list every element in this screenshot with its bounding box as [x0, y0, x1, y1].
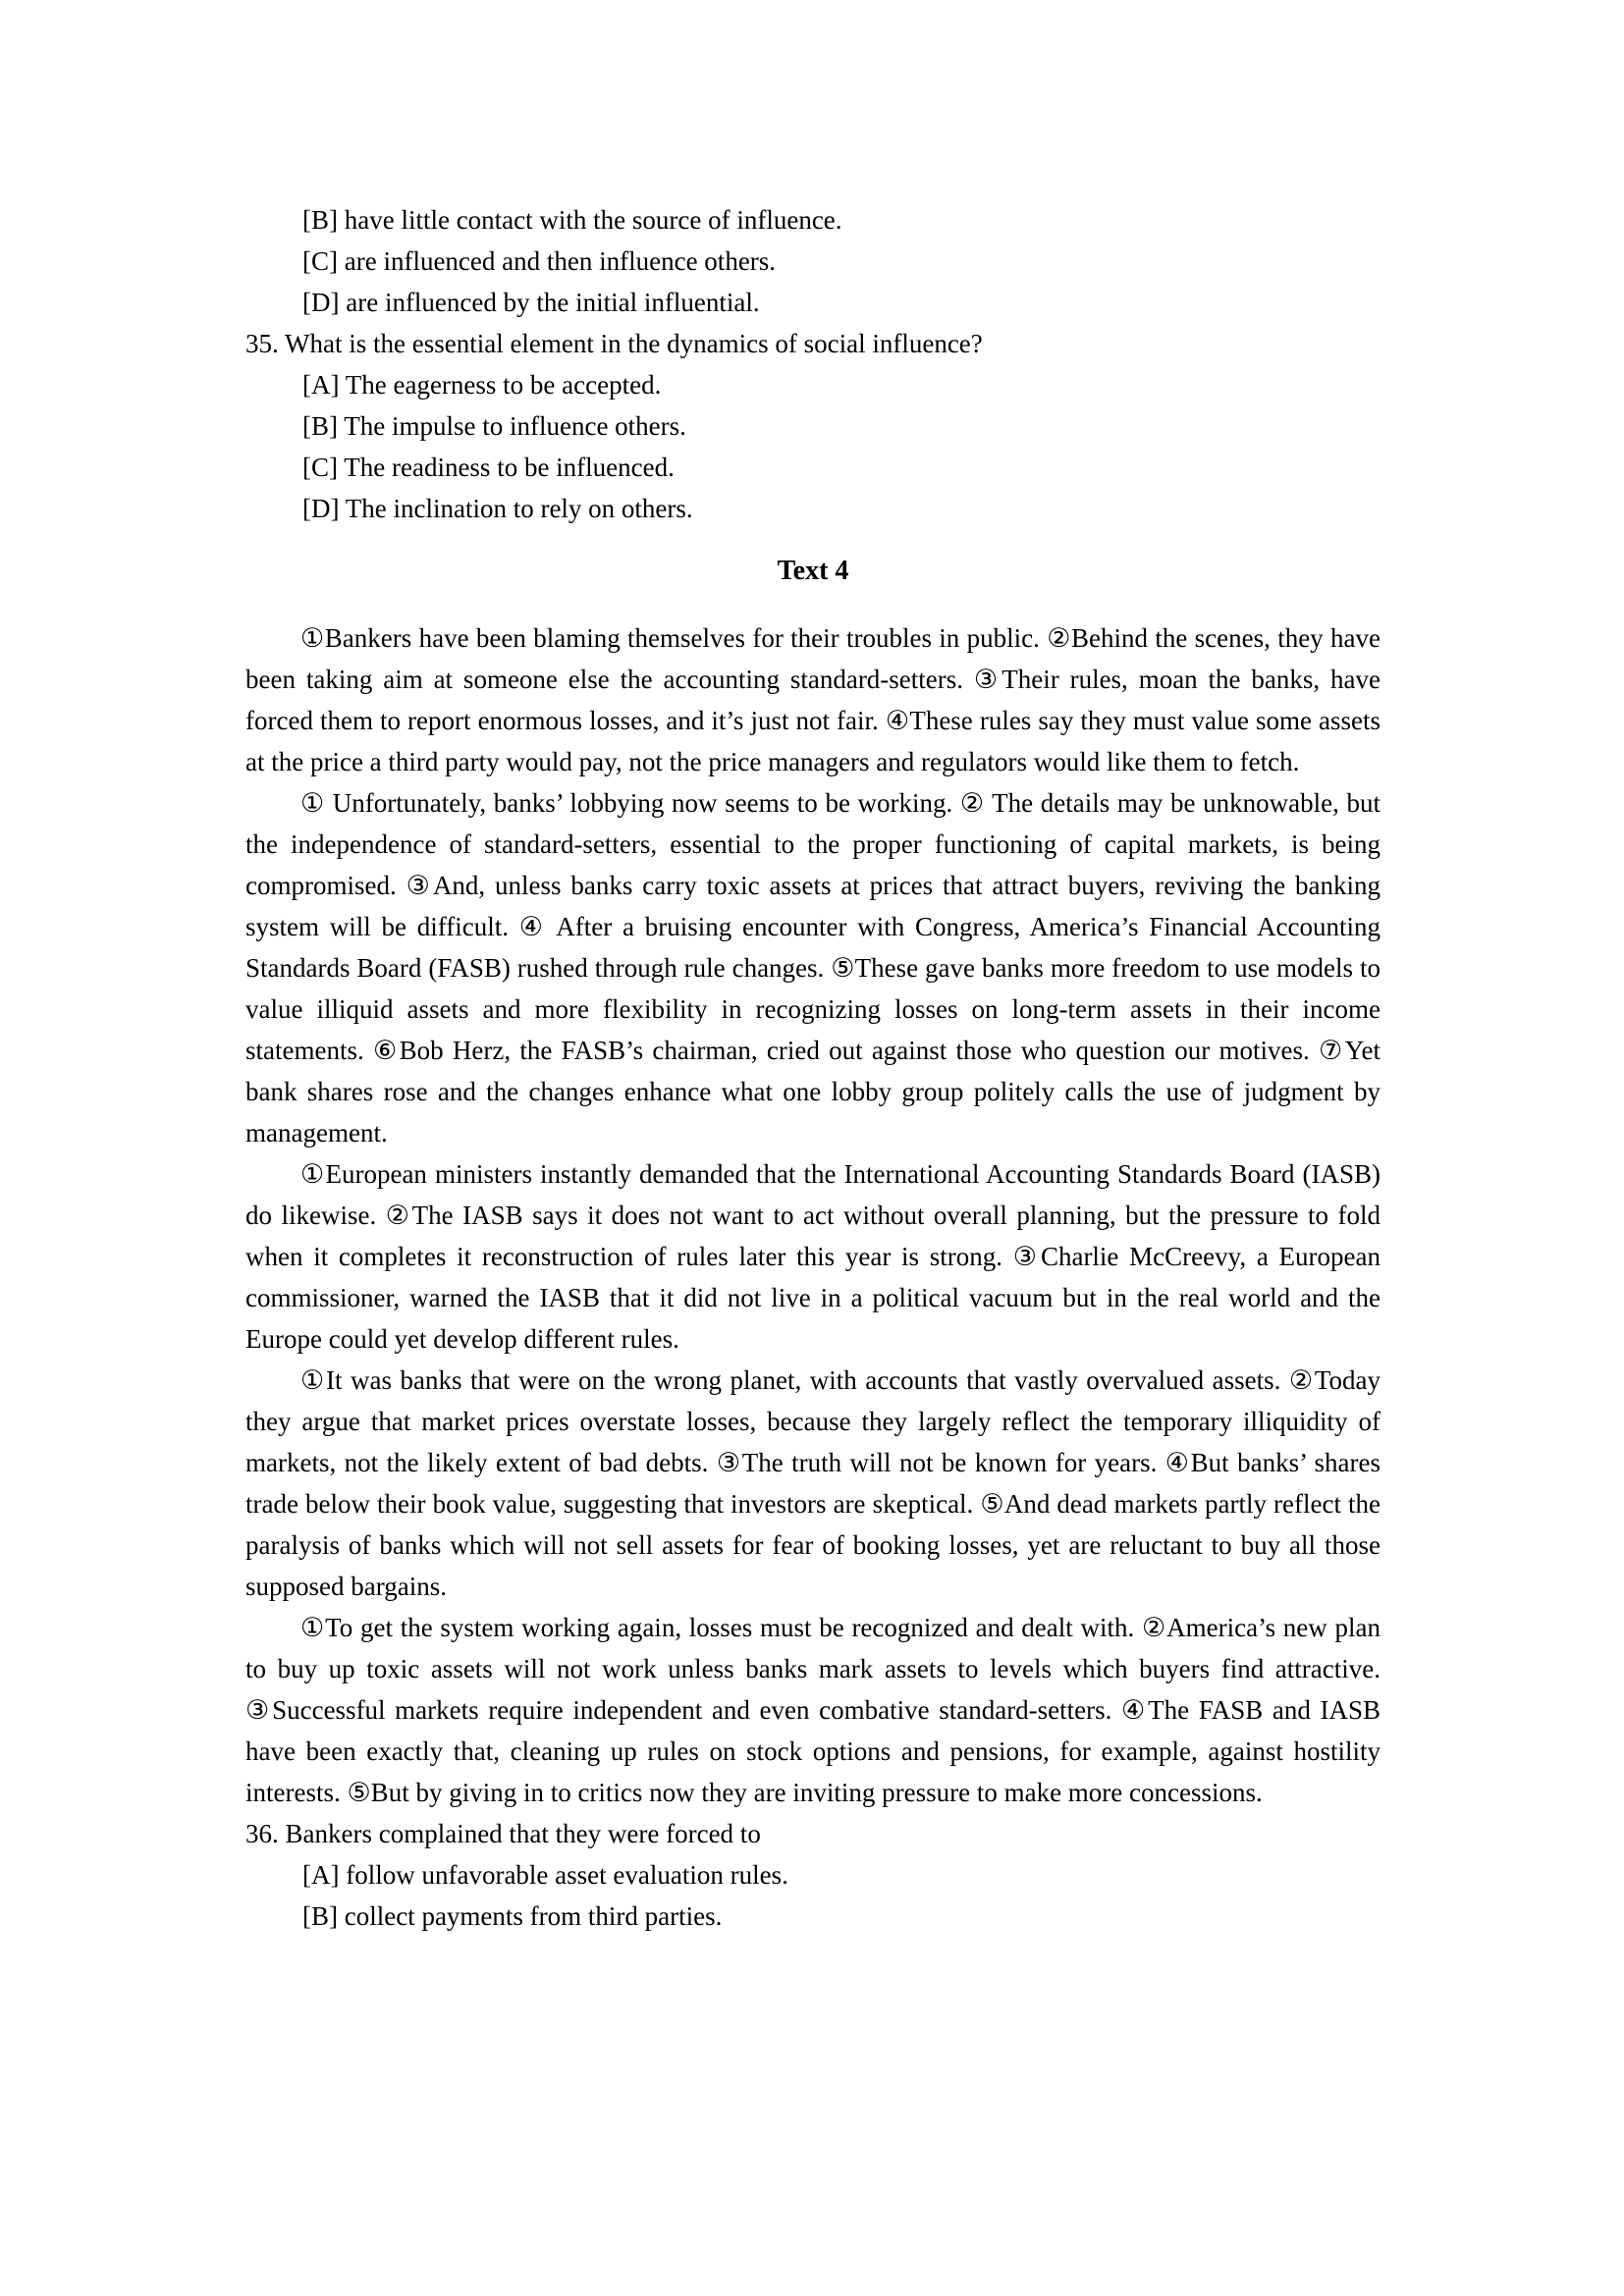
- passage-paragraph-2: ① Unfortunately, banks’ lobbying now seems to be working. ② The details may be unknowable, but the independence of standard-setters, essential to the proper functioning of capital markets, is being compromised. ③And, unless banks carry toxic assets at prices that attract buyers, reviving the banking system will be difficult. ④ After a bruising encounter with Congress, America’s Financial Accounting Standards Board (FASB) rushed through rule changes. ⑤These gave banks more freedom to use models to value illiquid assets and more flexibility in recognizing losses on long-term assets in their income statements. ⑥Bob Herz, the FASB’s chairman, cried out against those who question our motives. ⑦Yet bank shares rose and the changes enhance what one lobby group politely calls the use of judgment by management.: [245, 788, 1380, 1148]
- question-36-option-b: [B] collect payments from third parties.: [302, 1901, 723, 1931]
- passage-paragraph-3: ①European ministers instantly demanded that the International Accounting Standards Board (IASB) do likewise. ②The IASB says it does not want to act without overall planning, but the pressure to fold when it completes it reconstruction of rules later this year is strong. ③Charlie McCreevy, a European commissioner, warned the IASB that it did not live in a political vacuum but in the real world and the Europe could yet develop different rules.: [245, 1159, 1380, 1354]
- answer-option-prev-d: [D] are influenced by the initial influential.: [302, 288, 760, 317]
- question-36-stem: 36. Bankers complained that they were forced to: [245, 1819, 761, 1848]
- answer-option-prev-b: [B] have little contact with the source of influence.: [302, 205, 842, 235]
- passage-paragraph-4: ①It was banks that were on the wrong planet, with accounts that vastly overvalued assets. ②Today they argue that market prices overstate losses, because they largely reflect the temporary illiquidity of markets, not the likely extent of bad debts. ③The truth will not be known for years. ④But banks’ shares trade below their book value, suggesting that investors are skeptical. ⑤And dead markets partly reflect the paralysis of banks which will not sell assets for fear of booking losses, yet are reluctant to buy all those supposed bargains.: [245, 1365, 1380, 1601]
- question-35-option-d: [D] The inclination to rely on others.: [302, 494, 693, 523]
- question-36-option-a: [A] follow unfavorable asset evaluation rules.: [302, 1860, 788, 1890]
- question-35-option-c: [C] The readiness to be influenced.: [302, 453, 675, 482]
- document-content: [245, 199, 1380, 1937]
- answer-option-prev-c: [C] are influenced and then influence others.: [302, 246, 777, 276]
- question-35-stem: 35. What is the essential element in the dynamics of social influence?: [245, 329, 983, 358]
- question-35-option-a: [A] The eagerness to be accepted.: [302, 370, 662, 400]
- text4-heading: Text 4: [777, 556, 849, 586]
- passage-paragraph-1: ①Bankers have been blaming themselves for their troubles in public. ②Behind the scenes, they have been taking aim at someone else the accounting standard-setters. ③Their rules, moan the banks, have forced them to report enormous losses, and it’s just not fair. ④These rules say they must value some assets at the price a third party would pay, not the price managers and regulators would like them to fetch.: [245, 623, 1380, 776]
- passage-paragraph-5: ①To get the system working again, losses must be recognized and dealt with. ②America’s new plan to buy up toxic assets will not work unless banks mark assets to levels which buyers find attractive. ③Successful markets require independent and even combative standard-setters. ④The FASB and IASB have been exactly that, cleaning up rules on stock options and pensions, for example, against hostility interests. ⑤But by giving in to critics now they are inviting pressure to make more concessions.: [245, 1613, 1380, 1807]
- question-35-option-b: [B] The impulse to influence others.: [302, 411, 686, 441]
